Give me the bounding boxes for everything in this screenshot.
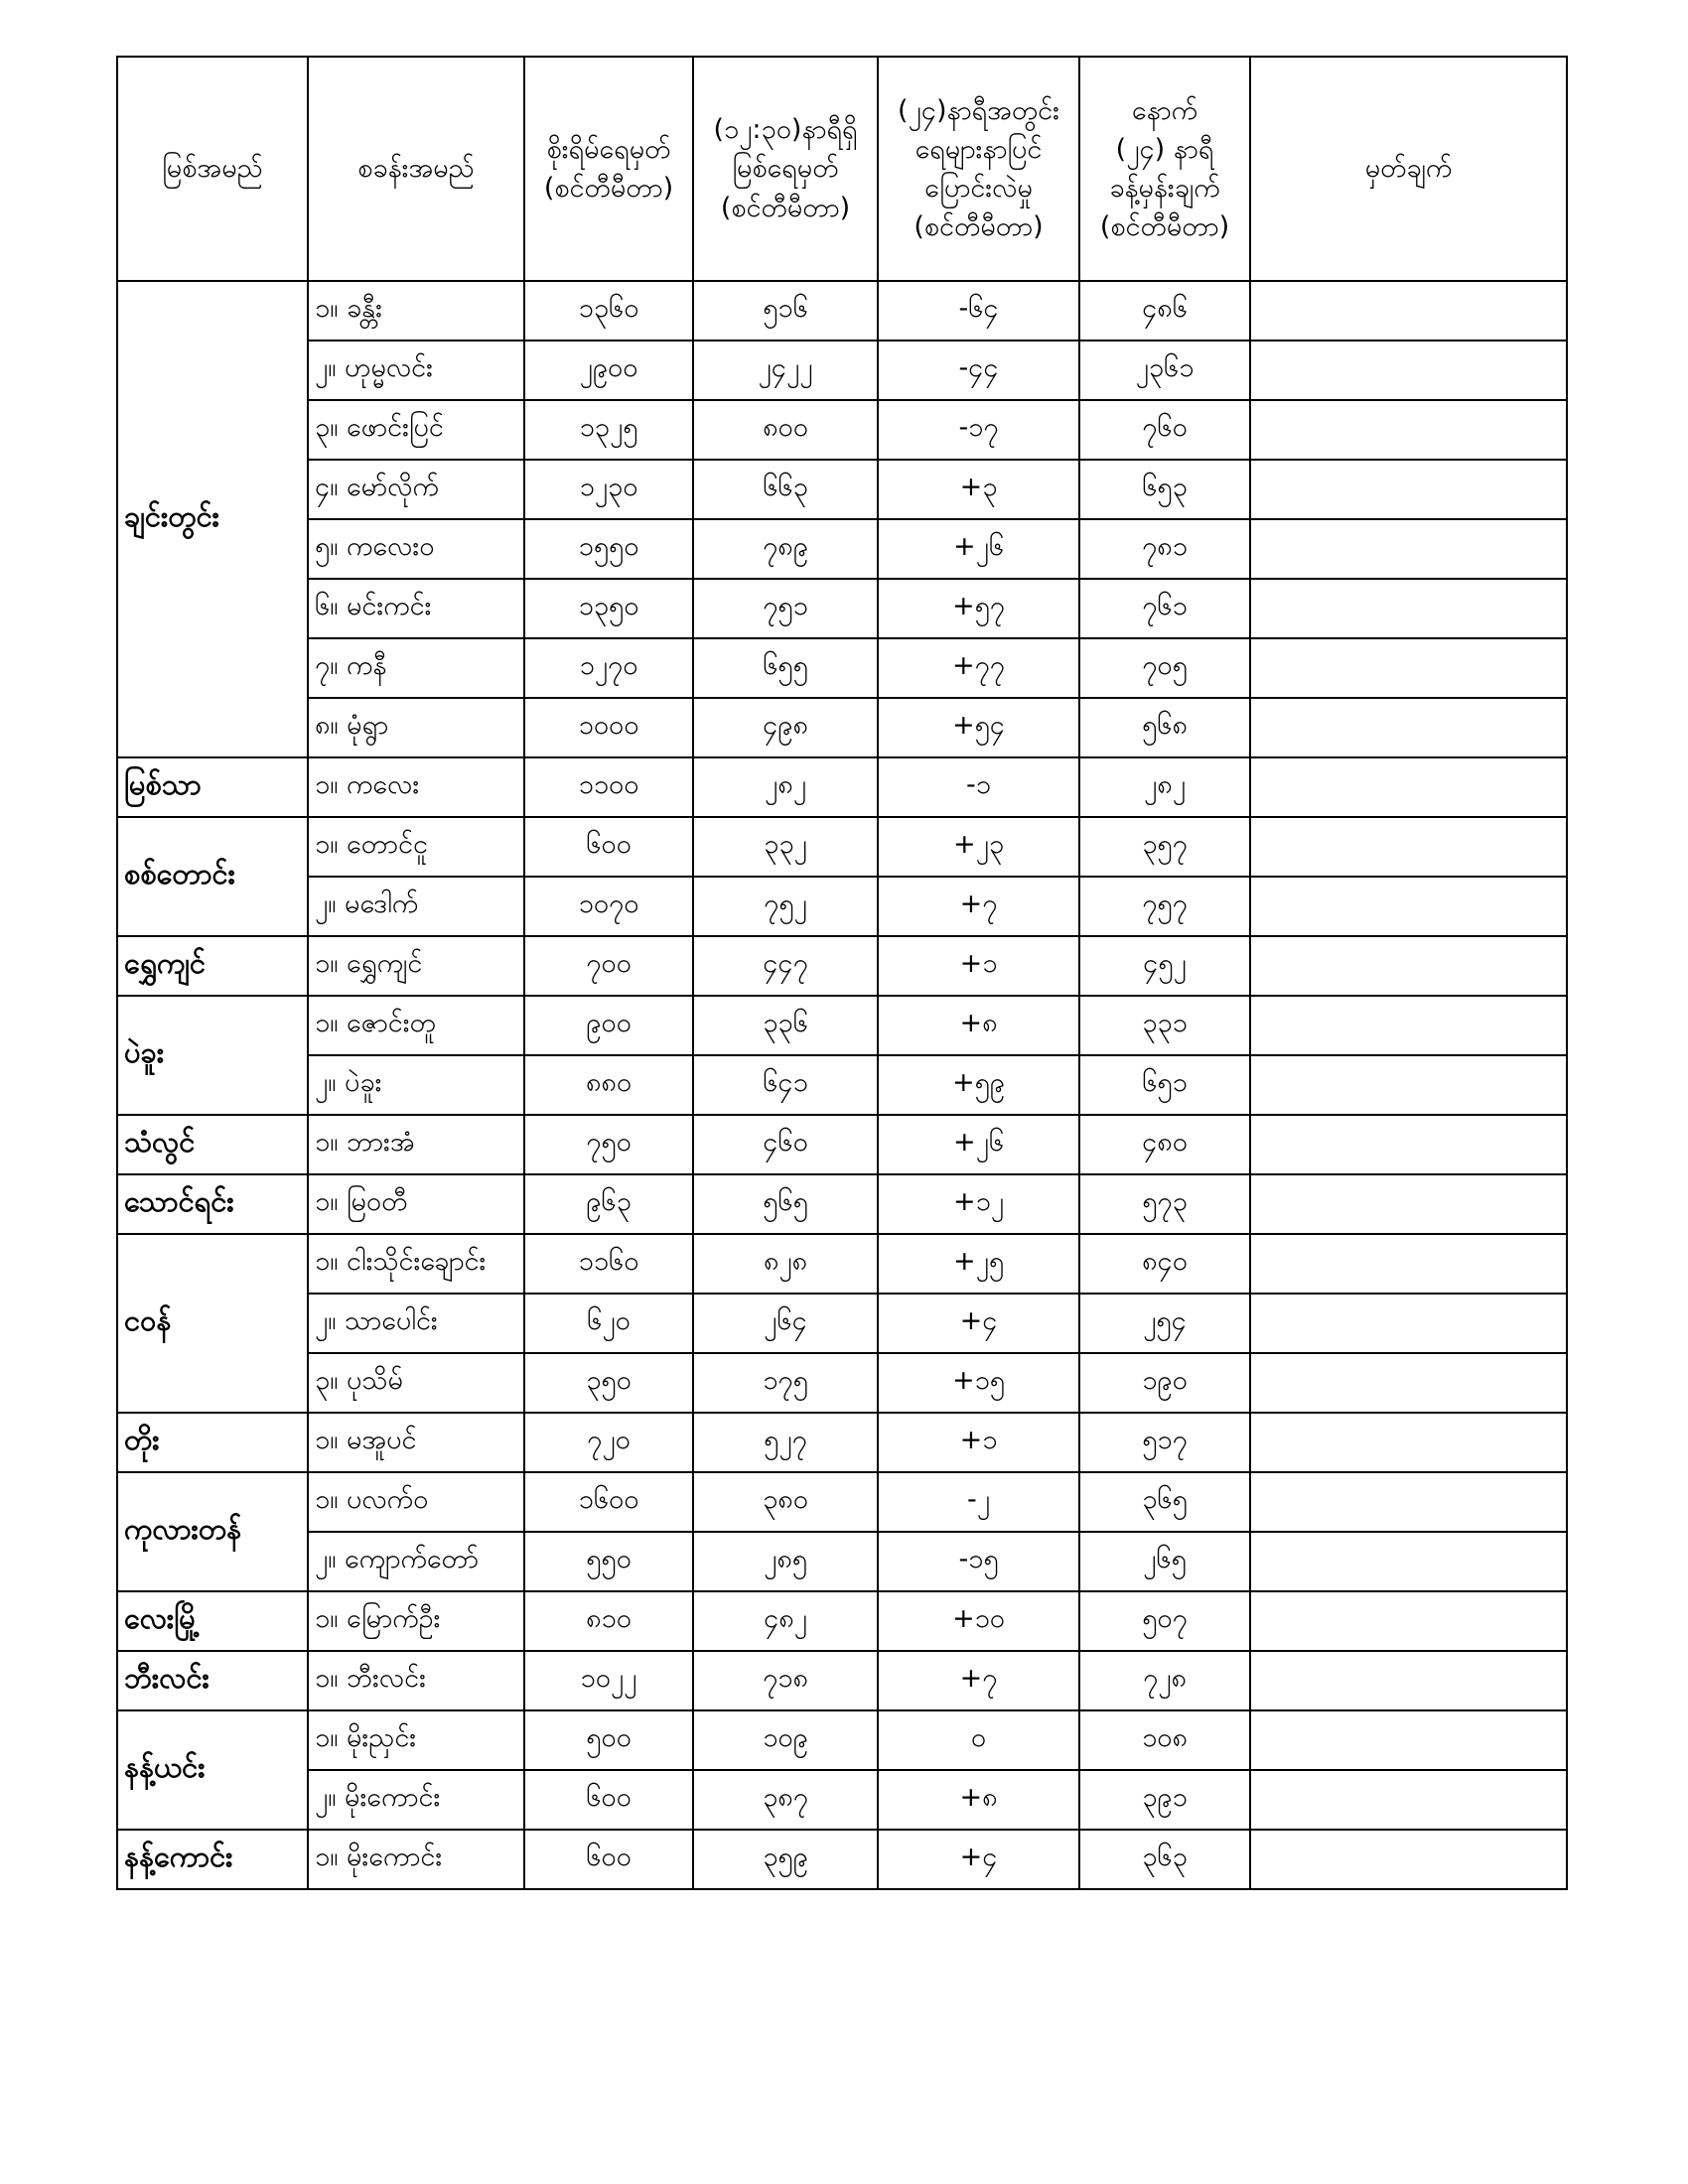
current-level: ၆၆၃: [693, 460, 878, 519]
forecast-level: ၂၆၅: [1079, 1532, 1250, 1591]
station-name: ၁။ မြောက်ဦး: [308, 1591, 524, 1651]
level-change: +၇၇: [878, 638, 1079, 698]
forecast-level: ၃၆၃: [1079, 1830, 1250, 1889]
level-change: +၁၅: [878, 1353, 1079, 1413]
header-line: မှတ်ချက်: [1364, 153, 1453, 185]
table-row: [117, 1830, 1567, 1889]
current-level: ၂၈၂: [693, 757, 878, 817]
remarks: [1250, 1472, 1567, 1532]
river-name: ချင်းတွင်း: [117, 281, 308, 757]
level-change: +၁: [878, 1413, 1079, 1472]
table-row: [117, 519, 1567, 579]
danger-level: ၇၅၀: [524, 1115, 693, 1174]
current-level: ၈၀၀: [693, 400, 878, 460]
danger-level: ၈၈၀: [524, 1055, 693, 1115]
station-name: ၁။ မိုးကောင်း: [308, 1830, 524, 1889]
danger-level: ၁၅၅၀: [524, 519, 693, 579]
station-name: ၁။ ကလေး: [308, 757, 524, 817]
level-change: +၁၂: [878, 1174, 1079, 1234]
header-line: စခန်းအမည်: [357, 153, 475, 185]
station-name: ၁။ ရွှေကျင်: [308, 936, 524, 996]
current-level: ၇၅၁: [693, 579, 878, 638]
level-change: -၁၇: [878, 400, 1079, 460]
forecast-level: ၃၆၅: [1079, 1472, 1250, 1532]
current-level: ၁၇၅: [693, 1353, 878, 1413]
forecast-level: ၁၉၀: [1079, 1353, 1250, 1413]
header-line: (စင်တီမီတာ): [1099, 211, 1230, 243]
header-line: စိုးရိမ်ရေမှတ်: [546, 133, 671, 165]
remarks: [1250, 400, 1567, 460]
table-row: [117, 1174, 1567, 1234]
header-line: ခန့်မှန်းချက်: [1109, 173, 1220, 204]
forecast-level: ၇၅၇: [1079, 877, 1250, 936]
current-level: ၅၁၆: [693, 281, 878, 341]
table-row: [117, 1472, 1567, 1532]
header-line: (စင်တီမီတာ): [543, 173, 674, 204]
table-row: [117, 1710, 1567, 1770]
table-row: [117, 341, 1567, 400]
level-change: +၇: [878, 1651, 1079, 1710]
forecast-level: ၃၉၁: [1079, 1770, 1250, 1830]
header-line: (စင်တီမီတာ): [914, 211, 1044, 243]
table-row: [117, 936, 1567, 996]
forecast-level: ၇၂၈: [1079, 1651, 1250, 1710]
river-name: ငဝန်: [117, 1234, 308, 1413]
danger-level: ၆၂၀: [524, 1294, 693, 1353]
danger-level: ၇၀၀: [524, 936, 693, 996]
river-name: သောင်ရင်း: [117, 1174, 308, 1234]
current-level: ၄၈၂: [693, 1591, 878, 1651]
remarks: [1250, 579, 1567, 638]
header-line: (စင်တီမီတာ): [720, 192, 851, 223]
station-name: ၂။ မိုးကောင်း: [308, 1770, 524, 1830]
forecast-level: ၆၅၃: [1079, 460, 1250, 519]
header-line: နောက်: [1131, 94, 1198, 126]
station-name: ၁။ မြဝတီ: [308, 1174, 524, 1234]
forecast-level: ၇၆၁: [1079, 579, 1250, 638]
remarks: [1250, 1591, 1567, 1651]
forecast-level: ၅၆၈: [1079, 698, 1250, 757]
level-change: +၁: [878, 936, 1079, 996]
river-level-table: [116, 56, 1568, 1890]
remarks: [1250, 1055, 1567, 1115]
current-level: ၄၄၇: [693, 936, 878, 996]
remarks: [1250, 877, 1567, 936]
table-row: [117, 460, 1567, 519]
header-row: [117, 57, 1567, 281]
header-station-name: [308, 57, 524, 281]
header-forecast: [1079, 57, 1250, 281]
forecast-level: ၄၈၆: [1079, 281, 1250, 341]
danger-level: ၆၀၀: [524, 1830, 693, 1889]
forecast-level: ၂၈၂: [1079, 757, 1250, 817]
header-line: မြစ်အမည်: [162, 153, 263, 185]
station-name: ၁။ ဘီးလင်း: [308, 1651, 524, 1710]
forecast-level: ၅၁၇: [1079, 1413, 1250, 1472]
table-row: [117, 1055, 1567, 1115]
header-line: မြစ်ရေမှတ်: [732, 153, 839, 185]
station-name: ၂။ ဟုမ္မလင်း: [308, 341, 524, 400]
level-change: +၈: [878, 1770, 1079, 1830]
remarks: [1250, 757, 1567, 817]
current-level: ၃၈၀: [693, 1472, 878, 1532]
river-name: နန့်ယင်း: [117, 1710, 308, 1830]
current-level: ၅၆၅: [693, 1174, 878, 1234]
remarks: [1250, 1830, 1567, 1889]
river-name: ကုလားတန်: [117, 1472, 308, 1591]
station-name: ၁။ ပလက်ဝ: [308, 1472, 524, 1532]
danger-level: ၂၉၀၀: [524, 341, 693, 400]
current-level: ၅၂၇: [693, 1413, 878, 1472]
remarks: [1250, 341, 1567, 400]
table-row: [117, 698, 1567, 757]
remarks: [1250, 817, 1567, 877]
forecast-level: ၂၃၆၁: [1079, 341, 1250, 400]
station-name: ၁။ ငါးသိုင်းချောင်း: [308, 1234, 524, 1294]
table-row: [117, 877, 1567, 936]
current-level: ၆၅၅: [693, 638, 878, 698]
remarks: [1250, 936, 1567, 996]
header-river-name: [117, 57, 308, 281]
current-level: ၇၁၈: [693, 1651, 878, 1710]
station-name: ၃။ ပုသိမ်: [308, 1353, 524, 1413]
level-change: +၅၉: [878, 1055, 1079, 1115]
current-level: ၂၈၅: [693, 1532, 878, 1591]
current-level: ၇၈၉: [693, 519, 878, 579]
remarks: [1250, 1532, 1567, 1591]
remarks: [1250, 1413, 1567, 1472]
river-name: နန့်ကောင်း: [117, 1830, 308, 1889]
table-row: [117, 1591, 1567, 1651]
station-name: ၂။ ပဲခူး: [308, 1055, 524, 1115]
table-row: [117, 817, 1567, 877]
forecast-level: ၇၀၅: [1079, 638, 1250, 698]
table-row: [117, 996, 1567, 1055]
level-change: -၆၄: [878, 281, 1079, 341]
danger-level: ၆၀၀: [524, 817, 693, 877]
remarks: [1250, 1294, 1567, 1353]
danger-level: ၁၃၅၀: [524, 579, 693, 638]
river-name: သံလွင်: [117, 1115, 308, 1174]
table-row: [117, 1770, 1567, 1830]
current-level: ၁၀၉: [693, 1710, 878, 1770]
station-name: ၁။ တောင်ငူ: [308, 817, 524, 877]
current-level: ၈၂၈: [693, 1234, 878, 1294]
station-name: ၇။ ကနီ: [308, 638, 524, 698]
remarks: [1250, 1710, 1567, 1770]
level-change: +၄: [878, 1830, 1079, 1889]
station-name: ၁။ မိုးညှင်း: [308, 1710, 524, 1770]
forecast-level: ၄၅၂: [1079, 936, 1250, 996]
table-row: [117, 281, 1567, 341]
station-name: ၈။ မုံရွာ: [308, 698, 524, 757]
table-row: [117, 1532, 1567, 1591]
table-row: [117, 1234, 1567, 1294]
remarks: [1250, 519, 1567, 579]
forecast-level: ၃၅၇: [1079, 817, 1250, 877]
remarks: [1250, 1115, 1567, 1174]
level-change: +၅၇: [878, 579, 1079, 638]
header-line: ပြောင်းလဲမှု: [924, 173, 1033, 204]
station-name: ၃။ ဖောင်းပြင်: [308, 400, 524, 460]
current-level: ၄၆၀: [693, 1115, 878, 1174]
current-level: ၆၄၁: [693, 1055, 878, 1115]
table-row: [117, 579, 1567, 638]
river-name: တိုး: [117, 1413, 308, 1472]
forecast-level: ၇၆၀: [1079, 400, 1250, 460]
river-name: လေးမြို့: [117, 1591, 308, 1651]
current-level: ၂၆၄: [693, 1294, 878, 1353]
remarks: [1250, 1353, 1567, 1413]
remarks: [1250, 698, 1567, 757]
danger-level: ၁၀၇၀: [524, 877, 693, 936]
remarks: [1250, 1770, 1567, 1830]
danger-level: ၈၁၀: [524, 1591, 693, 1651]
level-change: +၁၀: [878, 1591, 1079, 1651]
level-change: +၅၄: [878, 698, 1079, 757]
table-body: [117, 281, 1567, 1889]
header-line: (၂၄)နာရီအတွင်း: [897, 94, 1059, 126]
remarks: [1250, 281, 1567, 341]
danger-level: ၅၀၀: [524, 1710, 693, 1770]
level-change: +၂၅: [878, 1234, 1079, 1294]
river-name: စစ်တောင်း: [117, 817, 308, 936]
current-level: ၇၅၂: [693, 877, 878, 936]
level-change: +၇: [878, 877, 1079, 936]
station-name: ၂။ မဒေါက်: [308, 877, 524, 936]
station-name: ၁။ ခန္တီး: [308, 281, 524, 341]
current-level: ၃၈၇: [693, 1770, 878, 1830]
station-name: ၄။ မော်လိုက်: [308, 460, 524, 519]
level-change: +၂၃: [878, 817, 1079, 877]
river-name: ဘီးလင်း: [117, 1651, 308, 1710]
forecast-level: ၁၀၈: [1079, 1710, 1250, 1770]
forecast-level: ၄၈၀: [1079, 1115, 1250, 1174]
level-change: +၂၆: [878, 1115, 1079, 1174]
station-name: ၅။ ကလေးဝ: [308, 519, 524, 579]
danger-level: ၉၆၃: [524, 1174, 693, 1234]
current-level: ၃၃၂: [693, 817, 878, 877]
danger-level: ၁၁၀၀: [524, 757, 693, 817]
station-name: ၆။ မင်းကင်း: [308, 579, 524, 638]
level-change: -၁၅: [878, 1532, 1079, 1591]
current-level: ၂၄၂၂: [693, 341, 878, 400]
danger-level: ၇၂၀: [524, 1413, 693, 1472]
table-row: [117, 1651, 1567, 1710]
level-change: +၈: [878, 996, 1079, 1055]
header-24h-change: [878, 57, 1079, 281]
table-row: [117, 757, 1567, 817]
current-level: ၃၅၉: [693, 1830, 878, 1889]
header-current-level: [693, 57, 878, 281]
level-change: -၄၄: [878, 341, 1079, 400]
danger-level: ၃၅၀: [524, 1353, 693, 1413]
river-name: ရွှေကျင်: [117, 936, 308, 996]
remarks: [1250, 1234, 1567, 1294]
remarks: [1250, 1174, 1567, 1234]
station-name: ၂။ သာပေါင်း: [308, 1294, 524, 1353]
current-level: ၃၃၆: [693, 996, 878, 1055]
danger-level: ၁၂၇၀: [524, 638, 693, 698]
current-level: ၄၉၈: [693, 698, 878, 757]
danger-level: ၁၂၃၀: [524, 460, 693, 519]
remarks: [1250, 638, 1567, 698]
danger-level: ၁၃၆၀: [524, 281, 693, 341]
danger-level: ၆၀၀: [524, 1770, 693, 1830]
level-change: ၀: [878, 1710, 1079, 1770]
header-danger-level: [524, 57, 693, 281]
forecast-level: ၆၅၁: [1079, 1055, 1250, 1115]
table-row: [117, 400, 1567, 460]
remarks: [1250, 460, 1567, 519]
river-name: ပဲခူး: [117, 996, 308, 1115]
station-name: ၁။ မအူပင်: [308, 1413, 524, 1472]
danger-level: ၉၀၀: [524, 996, 693, 1055]
forecast-level: ၅၇၃: [1079, 1174, 1250, 1234]
river-name: မြစ်သာ: [117, 757, 308, 817]
danger-level: ၅၅၀: [524, 1532, 693, 1591]
danger-level: ၁၃၂၅: [524, 400, 693, 460]
table-row: [117, 1294, 1567, 1353]
forecast-level: ၈၄၀: [1079, 1234, 1250, 1294]
table-row: [117, 1115, 1567, 1174]
table-row: [117, 1353, 1567, 1413]
level-change: +၂၆: [878, 519, 1079, 579]
danger-level: ၁၆၀၀: [524, 1472, 693, 1532]
danger-level: ၁၀၀၀: [524, 698, 693, 757]
danger-level: ၁၀၂၂: [524, 1651, 693, 1710]
table-row: [117, 638, 1567, 698]
level-change: -၂: [878, 1472, 1079, 1532]
forecast-level: ၅၀၇: [1079, 1591, 1250, 1651]
forecast-level: ၂၅၄: [1079, 1294, 1250, 1353]
table-row: [117, 1413, 1567, 1472]
header-remarks: [1250, 57, 1567, 281]
header-line: (၁၂:၃၀)နာရီရှိ: [713, 114, 858, 146]
level-change: -၁: [878, 757, 1079, 817]
header-line: ရေများနာပြင်: [914, 133, 1043, 165]
forecast-level: ၃၃၁: [1079, 996, 1250, 1055]
station-name: ၁။ ဇောင်းတူ: [308, 996, 524, 1055]
remarks: [1250, 1651, 1567, 1710]
header-line: (၂၄) နာရီ: [1115, 133, 1214, 165]
station-name: ၁။ ဘားအံ: [308, 1115, 524, 1174]
danger-level: ၁၁၆၀: [524, 1234, 693, 1294]
level-change: +၃: [878, 460, 1079, 519]
forecast-level: ၇၈၁: [1079, 519, 1250, 579]
remarks: [1250, 996, 1567, 1055]
station-name: ၂။ ကျောက်တော်: [308, 1532, 524, 1591]
level-change: +၄: [878, 1294, 1079, 1353]
